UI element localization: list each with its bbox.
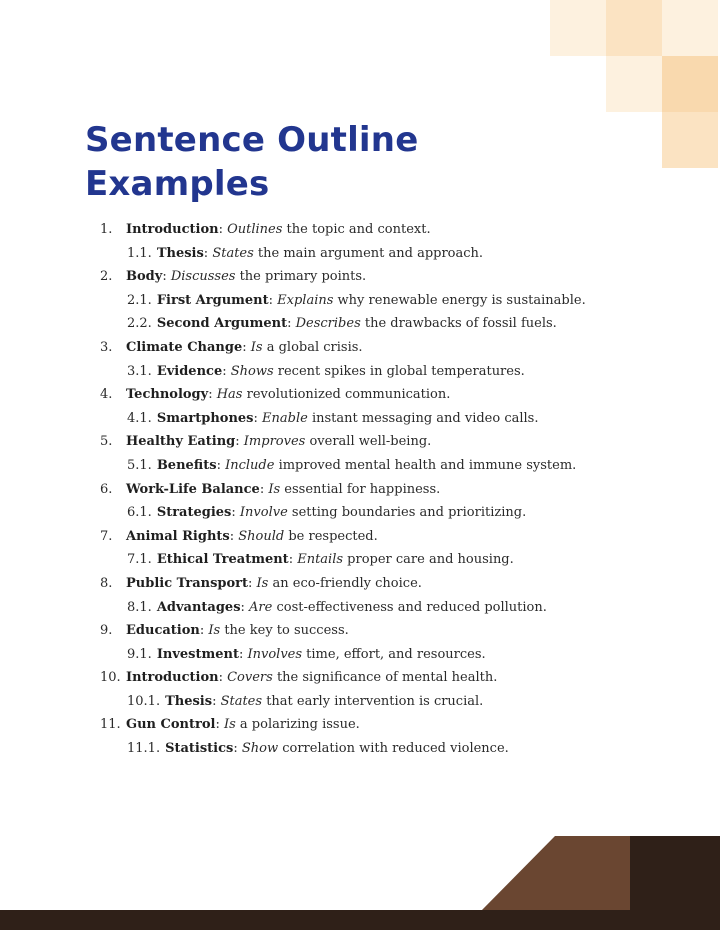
outline-description: instant messaging and video calls.	[307, 410, 539, 426]
outline-description: the drawbacks of fossil fuels.	[360, 316, 557, 332]
outline-term: Advantages	[156, 599, 241, 615]
outline-number: 9.	[100, 623, 113, 639]
outline-text: Thesis: States the main argument and approach.	[156, 245, 484, 261]
outline-verb: Is	[223, 717, 236, 733]
outline-number: 2.	[100, 269, 113, 285]
outline-verb: Is	[208, 623, 221, 639]
outline-text: First Argument: Explains why renewable energy is sustainable.	[156, 292, 586, 308]
outline-text: Introduction: Covers the significance of mental health.	[126, 670, 498, 686]
outline-text: Technology: Has revolutionized communication.	[126, 387, 451, 403]
page-title	[85, 118, 418, 206]
outline-subitem	[100, 364, 700, 388]
outline-text: Strategies: Involve setting boundaries and prioritizing.	[156, 505, 527, 521]
outline-term: Benefits	[156, 457, 217, 473]
outline-verb: Discusses	[170, 269, 236, 285]
outline-text: Healthy Eating: Improves overall well-being.	[126, 434, 432, 450]
outline-verb: Has	[216, 387, 243, 403]
outline-text: Body: Discusses the primary points.	[126, 269, 367, 285]
outline-term: Investment	[156, 646, 239, 662]
decor-tile	[662, 56, 718, 112]
outline-subitem	[100, 246, 700, 270]
outline-verb: States	[220, 693, 263, 709]
outline-verb: Is	[250, 339, 263, 355]
outline-text: Statistics: Show correlation with reduced violence.	[165, 741, 509, 757]
outline-description: be respected.	[284, 528, 378, 544]
bottom-band	[0, 910, 720, 930]
outline-description: the main argument and approach.	[253, 245, 484, 261]
outline-term: Animal Rights	[126, 528, 230, 544]
outline-description: the primary points.	[235, 269, 367, 285]
outline-text: Introduction: Outlines the topic and context.	[126, 222, 431, 237]
decor-tile	[606, 56, 662, 112]
outline-verb: Covers	[227, 670, 273, 686]
title-line-1: Sentence Outline	[85, 120, 419, 160]
outline-number: 7.1.	[127, 552, 152, 568]
outline-description: revolutionized communication.	[242, 387, 451, 403]
outline-description: time, effort, and resources.	[302, 646, 486, 662]
corner-shape-dark	[630, 836, 720, 912]
outline-term: Work-Life Balance	[126, 481, 260, 497]
outline-item	[100, 482, 700, 506]
outline-number: 11.	[100, 717, 121, 733]
outline-term: Evidence	[156, 363, 223, 379]
outline-text: Thesis: States that early intervention is crucial.	[165, 693, 484, 709]
outline-number: 3.1.	[127, 363, 152, 379]
outline-text: Investment: Involves time, effort, and resources.	[156, 646, 486, 662]
decor-tile	[550, 0, 606, 56]
outline-term: Technology	[126, 387, 209, 403]
outline-text: Benefits: Include improved mental health and immune system.	[156, 457, 577, 473]
decor-tile	[606, 0, 662, 56]
outline-description: setting boundaries and prioritizing.	[287, 505, 527, 521]
outline-verb: Involve	[239, 505, 288, 521]
outline-verb: Explains	[277, 292, 334, 308]
outline-description: essential for happiness.	[280, 481, 441, 497]
outline-item	[100, 623, 700, 647]
outline-subitem	[100, 694, 700, 718]
outline-subitem	[100, 741, 700, 765]
outline-term: Introduction	[126, 670, 219, 686]
outline-term: Thesis	[156, 245, 204, 261]
outline-item	[100, 434, 700, 458]
outline-description: the topic and context.	[282, 222, 431, 237]
outline-number: 3.	[100, 339, 113, 355]
outline-text: Public Transport: Is an eco-friendly choice.	[126, 575, 422, 591]
outline-number: 6.1.	[127, 505, 152, 521]
outline-description: the key to success.	[220, 623, 349, 639]
outline-number: 9.1.	[127, 646, 152, 662]
outline-number: 4.1.	[127, 410, 152, 426]
outline-description: improved mental health and immune system.	[274, 457, 577, 473]
outline-item	[100, 717, 700, 741]
outline-term: First Argument	[156, 292, 269, 308]
outline-text: Climate Change: Is a global crisis.	[126, 339, 363, 355]
outline-text: Animal Rights: Should be respected.	[126, 528, 378, 544]
outline-verb: Improves	[243, 434, 306, 450]
outline-term: Public Transport	[126, 575, 249, 591]
outline-number: 10.1.	[127, 693, 161, 709]
outline-subitem	[100, 411, 700, 435]
outline-list	[100, 222, 700, 765]
outline-description: a global crisis.	[262, 339, 363, 355]
outline-term: Introduction	[126, 222, 219, 237]
outline-text: Ethical Treatment: Entails proper care and housing.	[156, 552, 514, 568]
outline-item	[100, 529, 700, 553]
outline-term: Gun Control	[126, 717, 216, 733]
outline-description: correlation with reduced violence.	[278, 741, 509, 757]
outline-verb: Entails	[297, 552, 344, 568]
outline-number: 11.1.	[127, 741, 161, 757]
outline-verb: Show	[241, 741, 279, 757]
outline-text: Evidence: Shows recent spikes in global temperatures.	[156, 363, 525, 379]
outline-verb: Enable	[262, 410, 308, 426]
decorative-tiles	[550, 0, 720, 170]
outline-number: 10.	[100, 670, 121, 686]
outline-subitem	[100, 600, 700, 624]
outline-subitem	[100, 293, 700, 317]
outline-description: overall well-being.	[305, 434, 432, 450]
outline-number: 4.	[100, 387, 113, 403]
outline-verb: Involves	[247, 646, 303, 662]
outline-term: Healthy Eating	[126, 434, 236, 450]
outline-number: 7.	[100, 528, 113, 544]
outline-subitem	[100, 505, 700, 529]
outline-term: Education	[126, 623, 200, 639]
outline-number: 8.	[100, 575, 113, 591]
decor-tile	[662, 0, 718, 56]
outline-item	[100, 269, 700, 293]
outline-term: Smartphones	[156, 410, 254, 426]
outline-description: that early intervention is crucial.	[262, 693, 484, 709]
outline-text: Smartphones: Enable instant messaging and video calls.	[156, 410, 539, 426]
outline-verb: Should	[238, 528, 285, 544]
outline-text: Advantages: Are cost-effectiveness and reduced pollution.	[156, 599, 547, 615]
title-line-2: Examples	[85, 164, 270, 204]
outline-verb: Shows	[230, 363, 274, 379]
outline-text: Second Argument: Describes the drawbacks of fossil fuels.	[156, 316, 557, 332]
outline-verb: Outlines	[227, 222, 283, 237]
outline-number: 6.	[100, 481, 113, 497]
outline-number: 5.	[100, 434, 113, 450]
outline-number: 2.2.	[127, 316, 152, 332]
outline-text: Education: Is the key to success.	[126, 623, 349, 639]
outline-subitem	[100, 552, 700, 576]
outline-number: 8.1.	[127, 599, 152, 615]
outline-subitem	[100, 458, 700, 482]
outline-verb: Describes	[295, 316, 361, 332]
outline-verb: Is	[256, 575, 269, 591]
outline-term: Climate Change	[126, 339, 243, 355]
outline-verb: States	[212, 245, 254, 261]
outline-term: Body	[126, 269, 163, 285]
decor-tile	[662, 112, 718, 168]
outline-verb: Are	[249, 599, 273, 615]
outline-item	[100, 222, 700, 246]
outline-text: Gun Control: Is a polarizing issue.	[126, 717, 360, 733]
outline-description: a polarizing issue.	[235, 717, 360, 733]
outline-subitem	[100, 647, 700, 671]
outline-description: the significance of mental health.	[272, 670, 498, 686]
outline-verb: Include	[225, 457, 275, 473]
outline-term: Ethical Treatment	[156, 552, 289, 568]
outline-description: recent spikes in global temperatures.	[273, 363, 525, 379]
outline-item	[100, 670, 700, 694]
outline-description: an eco-friendly choice.	[268, 575, 422, 591]
outline-number: 5.1.	[127, 457, 152, 473]
decorative-corner	[480, 836, 720, 912]
outline-text: Work-Life Balance: Is essential for happiness.	[126, 481, 441, 497]
outline-number: 2.1.	[127, 292, 152, 308]
outline-term: Thesis	[165, 693, 213, 709]
outline-item	[100, 340, 700, 364]
corner-triangle-graphic	[480, 836, 720, 912]
outline-term: Strategies	[156, 505, 232, 521]
outline-description: cost-effectiveness and reduced pollution.	[272, 599, 547, 615]
outline-term: Second Argument	[156, 316, 288, 332]
outline-verb: Is	[268, 481, 281, 497]
outline-subitem	[100, 316, 700, 340]
outline-term: Statistics	[165, 741, 234, 757]
outline-item	[100, 576, 700, 600]
outline-description: proper care and housing.	[343, 552, 514, 568]
outline-description: why renewable energy is sustainable.	[333, 292, 586, 308]
outline-item	[100, 387, 700, 411]
outline-number: 1.1.	[127, 245, 152, 261]
outline-number: 1.	[100, 222, 113, 237]
